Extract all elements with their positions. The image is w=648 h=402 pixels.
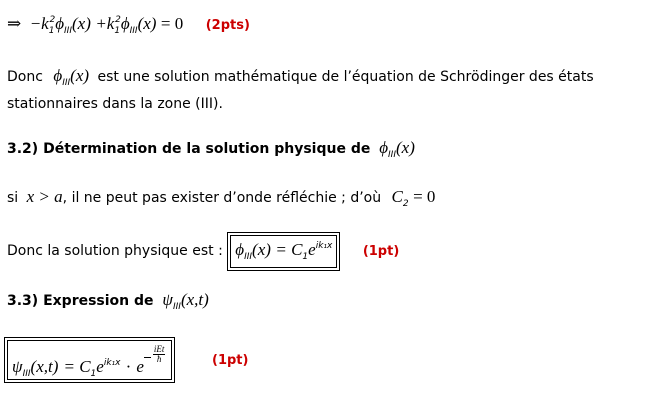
donc-word: Donc [7, 69, 43, 85]
section-title: 3.3) Expression de [7, 293, 154, 309]
exp-base: e [308, 240, 316, 259]
exp-fraction [153, 345, 166, 364]
final-points [212, 352, 248, 368]
psi-symbol: ψ [162, 290, 173, 309]
phi-argument: (x) [252, 240, 271, 259]
term-minus-k: −k [29, 14, 49, 33]
exp-base: e [96, 357, 104, 376]
k-superscript: 2 [49, 15, 56, 25]
psi-subscript: III [22, 369, 31, 379]
paragraph-si [7, 187, 435, 209]
phi-argument: (x) [396, 138, 415, 157]
psi-argument: (x,t) [180, 290, 209, 309]
fraction-denominator: ħ [156, 354, 162, 364]
implies-arrow: ⇒ [7, 14, 22, 33]
equals-c: = C [63, 357, 91, 376]
term-plus-k: +k [95, 14, 115, 33]
k-superscript-2: 2 [115, 15, 121, 25]
boxed-solution [230, 235, 337, 268]
psi-subscript: III [172, 302, 181, 312]
c-subscript: 2 [402, 199, 409, 209]
fraction-numerator: iEt [153, 344, 165, 354]
phi-symbol-2: ϕ [120, 14, 130, 33]
phi-symbol: ϕ [55, 14, 65, 33]
multiply-dot: · [125, 357, 132, 376]
phi-argument-2: (x) [137, 14, 157, 33]
section-3-2-heading [7, 138, 415, 160]
paragraph-text: est une solution mathématique de l’équation de Schrödinger des états [97, 69, 594, 85]
phi-subscript-2: III [129, 26, 138, 36]
condition: x > a [26, 187, 63, 206]
c-symbol: C [391, 187, 403, 206]
phi-argument: (x) [70, 66, 90, 85]
equals-zero: = 0 [160, 14, 184, 33]
phi-argument: (x) [71, 14, 91, 33]
boxed-final-formula [7, 340, 172, 380]
phi-symbol: ϕ [379, 138, 389, 157]
phi-subscript: III [62, 78, 71, 88]
section-3-3-heading [7, 290, 209, 312]
minus-sign [144, 357, 151, 358]
points-label: (2pts) [205, 18, 250, 33]
exp-base-2: e [136, 357, 144, 376]
exp-power: ik₁x [103, 358, 121, 368]
c-subscript: 1 [90, 369, 97, 379]
k-subscript-2: 1 [114, 26, 121, 36]
paragraph-donc-1 [7, 66, 594, 88]
phi-subscript: III [244, 252, 253, 262]
c-subscript: 1 [302, 252, 309, 262]
exp-power: ik₁x [315, 241, 333, 251]
paragraph-text: , il ne peut pas exister d’onde réfléchie ; d’où [62, 190, 382, 206]
paragraph-text-cont: stationnaires dans la zone (III). [7, 96, 223, 112]
paragraph-text: Donc la solution physique est : [7, 243, 223, 259]
psi-symbol: ψ [12, 357, 23, 376]
equation-line-1 [7, 14, 250, 36]
psi-argument: (x,t) [30, 357, 59, 376]
paragraph-donc-1-cont [7, 96, 223, 112]
phi-subscript: III [64, 26, 72, 36]
points-label: (1pt) [362, 244, 400, 259]
equals-zero: = 0 [413, 187, 436, 206]
phi-symbol: ϕ [53, 66, 63, 85]
paragraph-solution [7, 235, 399, 268]
points-label: (1pt) [212, 353, 249, 368]
phi-subscript: III [388, 150, 396, 160]
section-title: 3.2) Détermination de la solution physique de [7, 141, 371, 157]
k-subscript: 1 [48, 26, 55, 36]
equals-c: = C [275, 240, 303, 259]
si-word: si [7, 190, 19, 206]
phi-symbol: ϕ [235, 240, 245, 259]
